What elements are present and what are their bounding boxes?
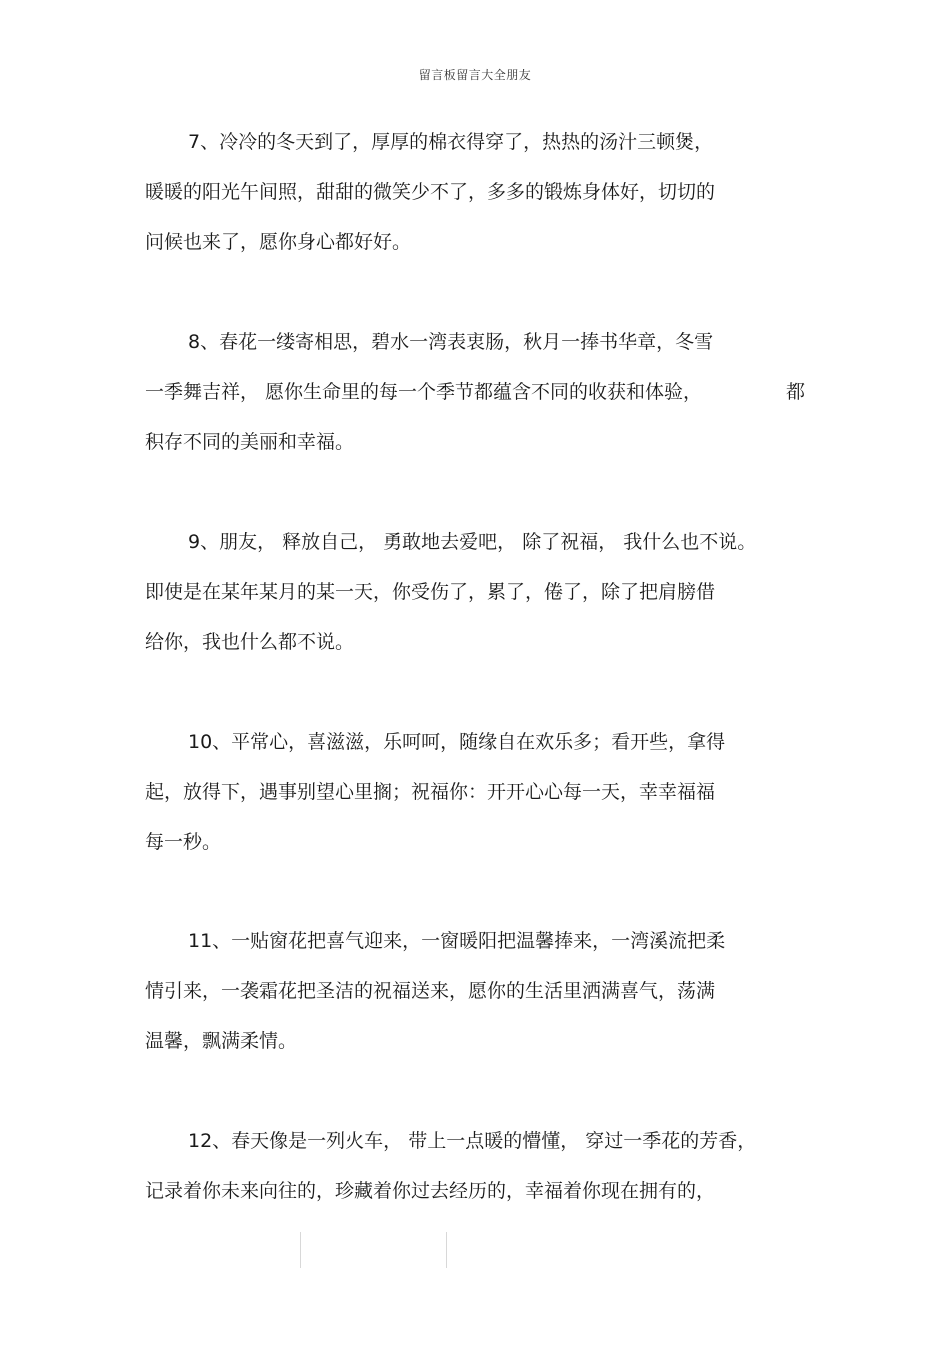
paragraph-8-trailing-char: 都 bbox=[786, 381, 806, 403]
paragraph-7-line-2: 暖暖的阳光午间照，甜甜的微笑少不了，多多的锻炼身体好，切切的 bbox=[145, 181, 716, 203]
divider-line-left bbox=[300, 1232, 301, 1268]
paragraph-10-line-1: 10、平常心，喜滋滋，乐呵呵，随缘自在欢乐多；看开些，拿得 bbox=[188, 731, 726, 753]
paragraph-11-line-2: 情引来，一袭霜花把圣洁的祝福送来，愿你的生活里洒满喜气，荡满 bbox=[145, 980, 716, 1002]
paragraph-8-line-2: 一季舞吉祥， 愿你生命里的每一个季节都蕴含不同的收获和体验， bbox=[145, 381, 703, 403]
paragraph-8-line-3: 积存不同的美丽和幸福。 bbox=[145, 431, 355, 453]
paragraph-12-line-1: 12、春天像是一列火车， 带上一点暖的懵懂， 穿过一季花的芳香， bbox=[188, 1130, 757, 1152]
paragraph-10-line-3: 每一秒。 bbox=[145, 831, 222, 853]
divider-line-right bbox=[446, 1232, 447, 1268]
paragraph-9-line-1: 9、朋友， 释放自己， 勇敢地去爱吧， 除了祝福， 我什么也不说。 bbox=[188, 531, 757, 553]
paragraph-10-line-2: 起，放得下，遇事别望心里搁；祝福你：开开心心每一天，幸幸福福 bbox=[145, 781, 716, 803]
paragraph-11-line-1: 11、一贴窗花把喜气迎来，一窗暖阳把温馨捧来，一湾溪流把柔 bbox=[188, 930, 726, 952]
paragraph-11-line-3: 温馨，飘满柔情。 bbox=[145, 1030, 298, 1052]
paragraph-9-line-3: 给你，我也什么都不说。 bbox=[145, 631, 355, 653]
paragraph-7-line-3: 问候也来了，愿你身心都好好。 bbox=[145, 231, 412, 253]
paragraph-9-line-2: 即使是在某年某月的某一天，你受伤了，累了，倦了，除了把肩膀借 bbox=[145, 581, 716, 603]
paragraph-12-line-2: 记录着你未来向往的，珍藏着你过去经历的，幸福着你现在拥有的， bbox=[145, 1180, 716, 1202]
paragraph-7-line-1: 7、冷冷的冬天到了，厚厚的棉衣得穿了，热热的汤汁三顿煲， bbox=[188, 131, 714, 153]
page-header: 留言板留言大全朋友 bbox=[418, 68, 532, 82]
paragraph-8-line-1: 8、春花一缕寄相思，碧水一湾表衷肠，秋月一捧书华章，冬雪 bbox=[188, 331, 714, 353]
